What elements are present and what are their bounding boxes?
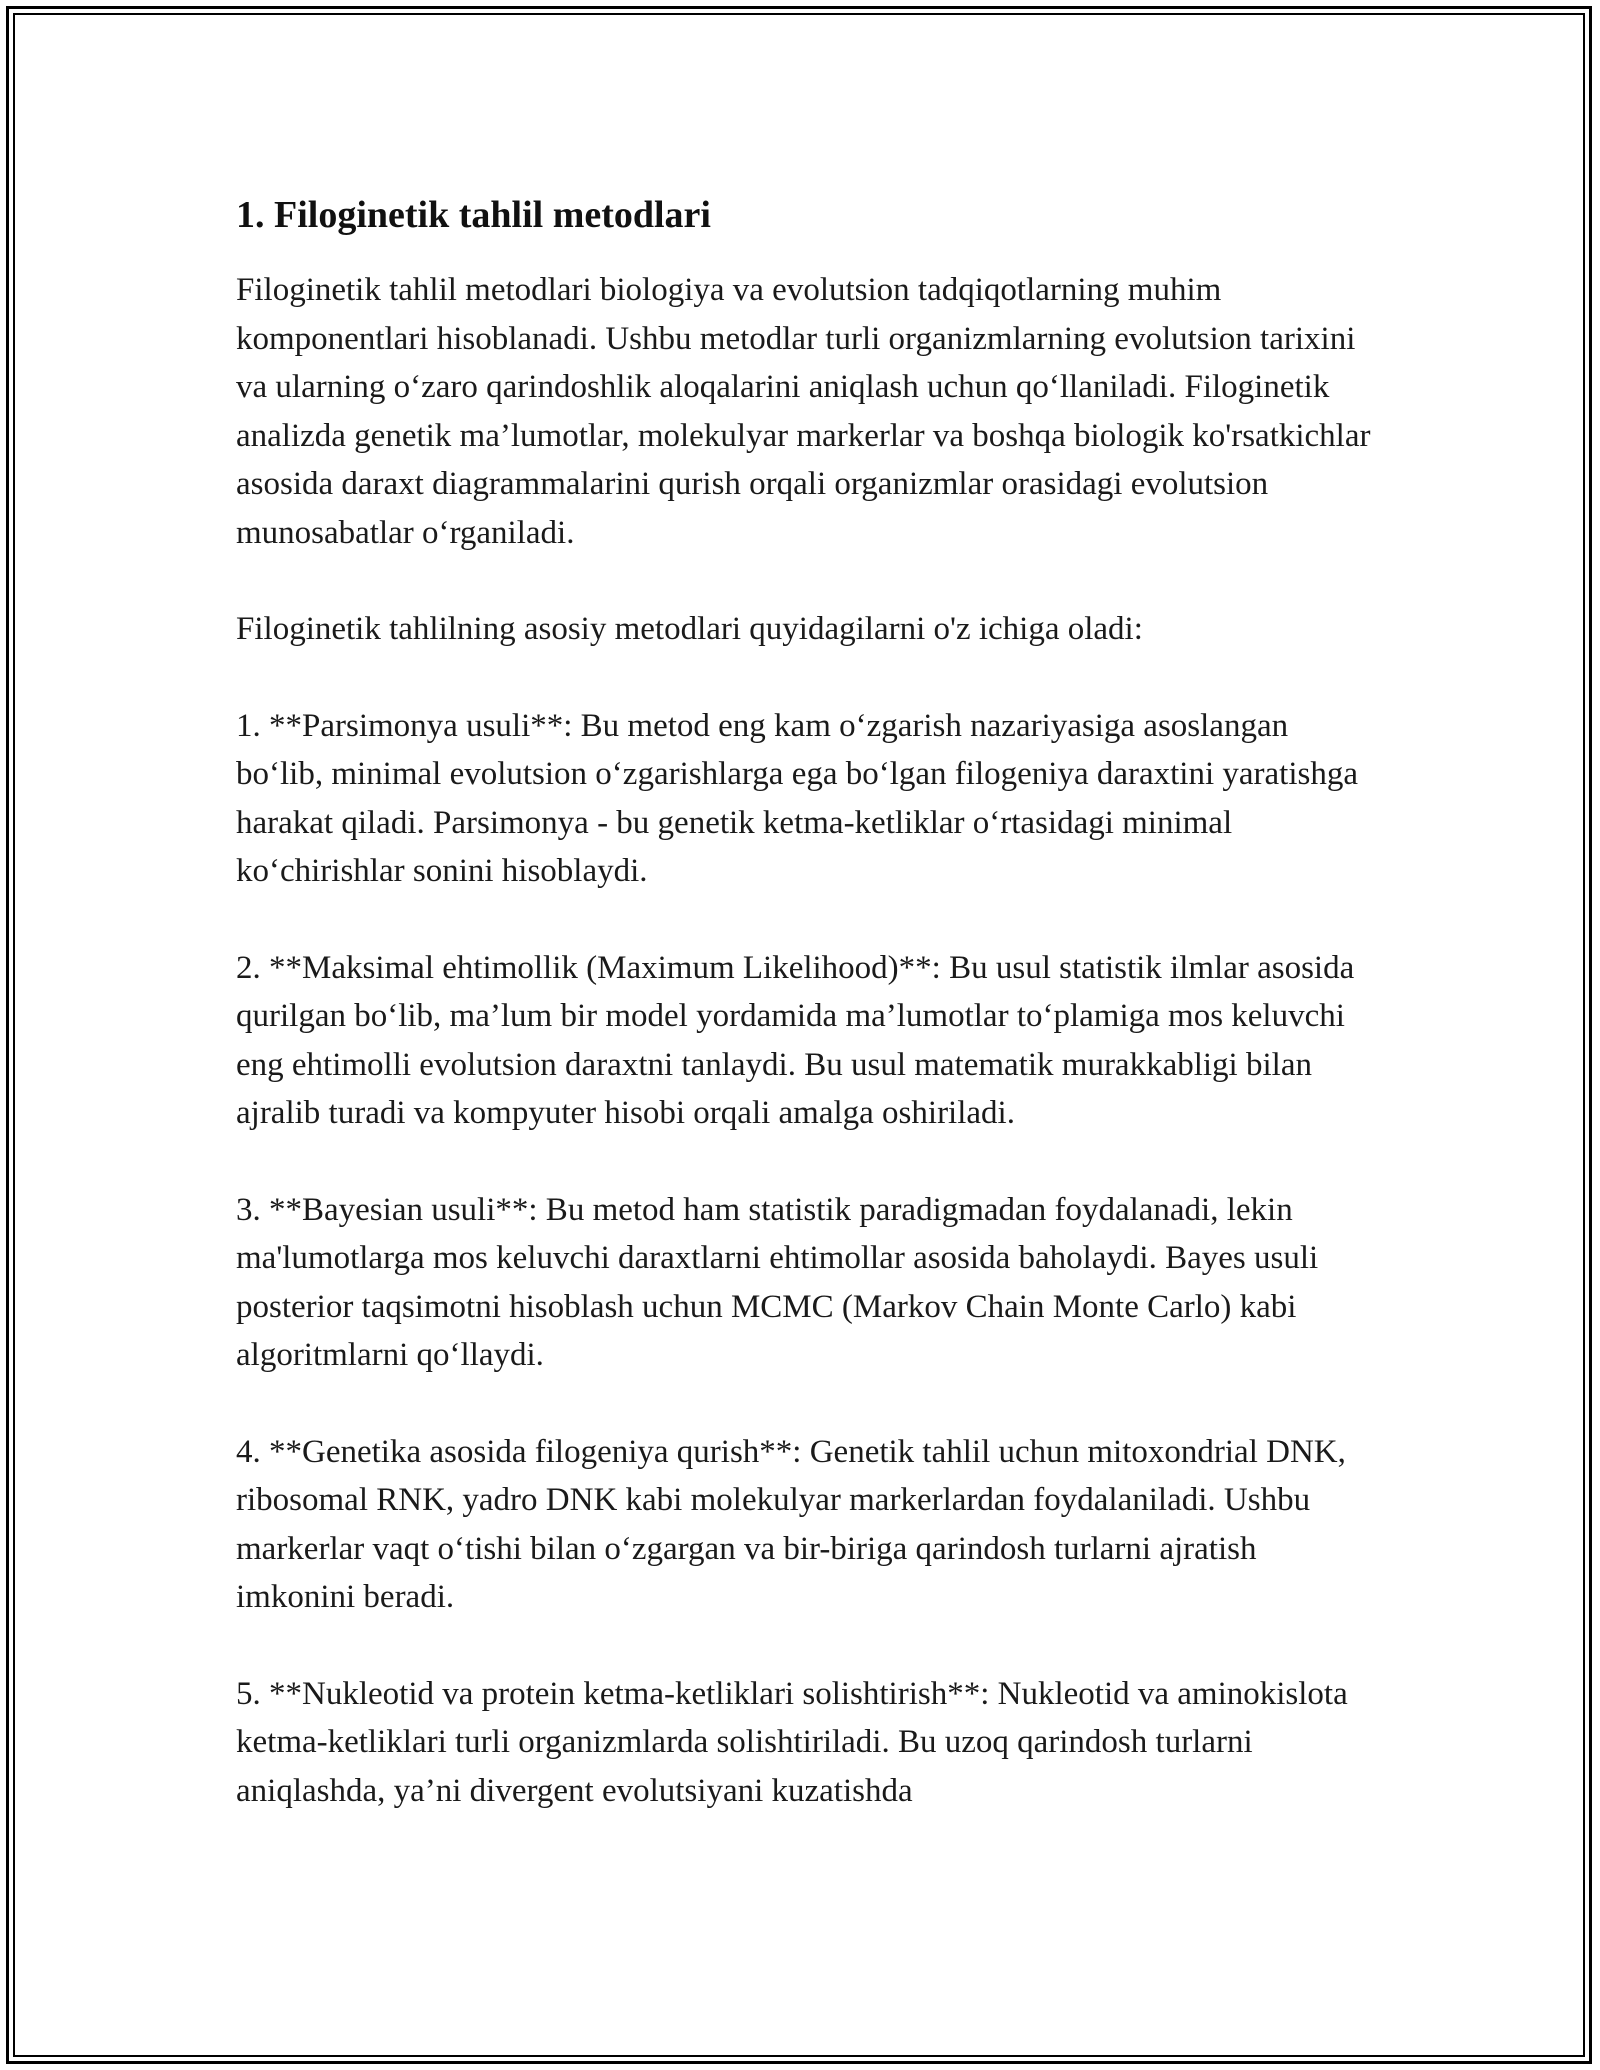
section-heading: 1. Filoginetik tahlil metodlari [236,194,711,236]
method-sequence-comparison-paragraph: 5. **Nukleotid va protein ketma-ketliklari solishtirish**: Nukleotid va aminokislota ketma-ketliklari turli organizmlarda solishtiriladi. Bu uzoq qarindosh turlarni aniqlashda, ya’ni divergent evolutsiyani kuzatishda [236,1675,1348,1809]
method-parsimony-paragraph: 1. **Parsimonya usuli**: Bu metod eng kam o‘zgarish nazariyasiga asoslangan bo‘lib, minimal evolutsion o‘zgarishlarga ega bo‘lgan filogeniya daraxtini yaratishga harakat qiladi. Parsimonya - bu genetik ketma-ketliklar o‘rtasidagi minimal ko‘chirishlar sonini hisoblaydi. [236,707,1358,889]
intro-paragraph: Filoginetik tahlil metodlari biologiya va evolutsion tadqiqotlarning muhim komponentlari hisoblanadi. Ushbu metodlar turli organizmlarning evolutsion tarixini va ularning o‘zaro qarindoshlik aloqalarini aniqlash uchun qo‘llaniladi. Filoginetik analizda genetik ma’lumotlar, molekulyar markerlar va boshqa biologik ko'rsatkichlar asosida daraxt diagrammalarini qurish orqali organizmlar orasidagi evolutsion munosabatlar o‘rganiladi. [236,272,1371,551]
method-bayesian-paragraph: 3. **Bayesian usuli**: Bu metod ham statistik paradigmadan foydalanadi, lekin ma'lumotlarga mos keluvchi daraxtlarni ehtimollar asosida baholaydi. Bayes usuli posterior taqsimotni hisoblash uchun MCMC (Markov Chain Monte Carlo) kabi algoritmlarni qo‘llaydi. [236,1191,1319,1373]
method-genetic-phylogeny-paragraph: 4. **Genetika asosida filogeniya qurish**: Genetik tahlil uchun mitoxondrial DNK, ribosomal RNK, yadro DNK kabi molekulyar markerlardan foydalaniladi. Ushbu markerlar vaqt o‘tishi bilan o‘zgargan va bir-biriga qarindosh turlarni ajratish imkonini beradi. [236,1433,1346,1615]
methods-intro-paragraph: Filoginetik tahlilning asosiy metodlari quyidagilarni o'z ichiga oladi: [236,611,1143,647]
method-maximum-likelihood-paragraph: 2. **Maksimal ehtimollik (Maximum Likelihood)**: Bu usul statistik ilmlar asosida qurilgan bo‘lib, ma’lum bir model yordamida ma’lumotlar to‘plamiga mos keluvchi eng ehtimolli evolutsion daraxtni tanlaydi. Bu usul matematik murakkabligi bilan ajralib turadi va kompyuter hisobi orqali amalga oshiriladi. [236,949,1355,1131]
document-body [236,190,1376,1815]
